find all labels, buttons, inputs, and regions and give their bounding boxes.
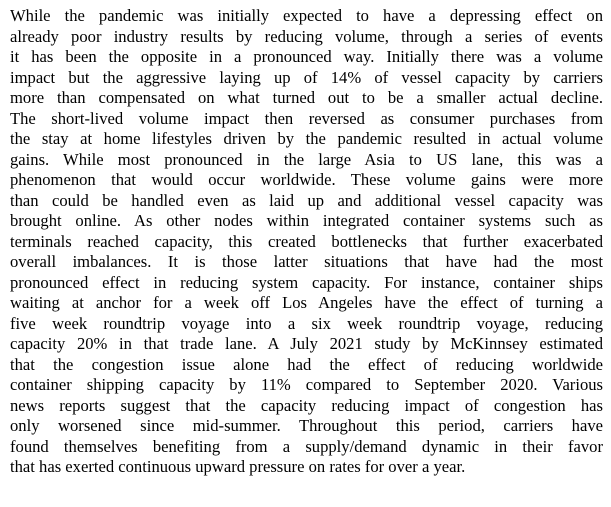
- paragraph-line: pronounced effect in reducing system capacity. For instance, container ships: [10, 272, 603, 292]
- paragraph-line: container shipping capacity by 11% compared to September 2020. Various: [10, 375, 603, 394]
- paragraph-line: more than compensated on what turned out to be a smaller actual decline.: [10, 88, 603, 107]
- paragraph-line: that has exerted continuous upward pressure on rates for over a year.: [10, 457, 466, 476]
- paragraph-line: While the pandemic was initially expected to have a depressing effect on: [10, 6, 603, 25]
- paragraph-line: impact but the aggressive laying up of 14% of vessel capacity by carriers: [10, 67, 603, 87]
- paragraph-line: The short-lived volume impact then reversed as consumer purchases from: [10, 108, 603, 128]
- paragraph-line: gains. While most pronounced in the large Asia to US lane, this was a: [10, 149, 603, 169]
- body-paragraph: [10, 6, 603, 478]
- paragraph-line: already poor industry results by reducing volume, through a series of events: [10, 26, 603, 46]
- paragraph-line: that the congestion issue alone had the effect of reducing worldwide: [10, 354, 603, 374]
- paragraph-line: phenomenon that would occur worldwide. These volume gains were more: [10, 170, 603, 189]
- paragraph-line: five week roundtrip voyage into a six week roundtrip voyage, reducing: [10, 313, 603, 333]
- paragraph-line: than could be handled even as laid up and additional vessel capacity was: [10, 190, 603, 210]
- paragraph-line: overall imbalances. It is those latter situations that have had the most: [10, 252, 603, 271]
- paragraph-line: only worsened since mid-summer. Throughout this period, carriers have: [10, 416, 603, 435]
- paragraph-line: waiting at anchor for a week off Los Angeles have the effect of turning a: [10, 293, 603, 312]
- paragraph-line: capacity 20% in that trade lane. A July 2021 study by McKinnsey estimated: [10, 334, 603, 353]
- paragraph-line: found themselves benefiting from a supply/demand dynamic in their favor: [10, 436, 603, 456]
- paragraph-line: it has been the opposite in a pronounced way. Initially there was a volume: [10, 47, 603, 66]
- paragraph-line: brought online. As other nodes within integrated container systems such as: [10, 211, 603, 230]
- paragraph-line: terminals reached capacity, this created bottlenecks that further exacerbated: [10, 231, 603, 251]
- paragraph-line: news reports suggest that the capacity reducing impact of congestion has: [10, 395, 603, 415]
- paragraph-line: the stay at home lifestyles driven by the pandemic resulted in actual volume: [10, 129, 603, 148]
